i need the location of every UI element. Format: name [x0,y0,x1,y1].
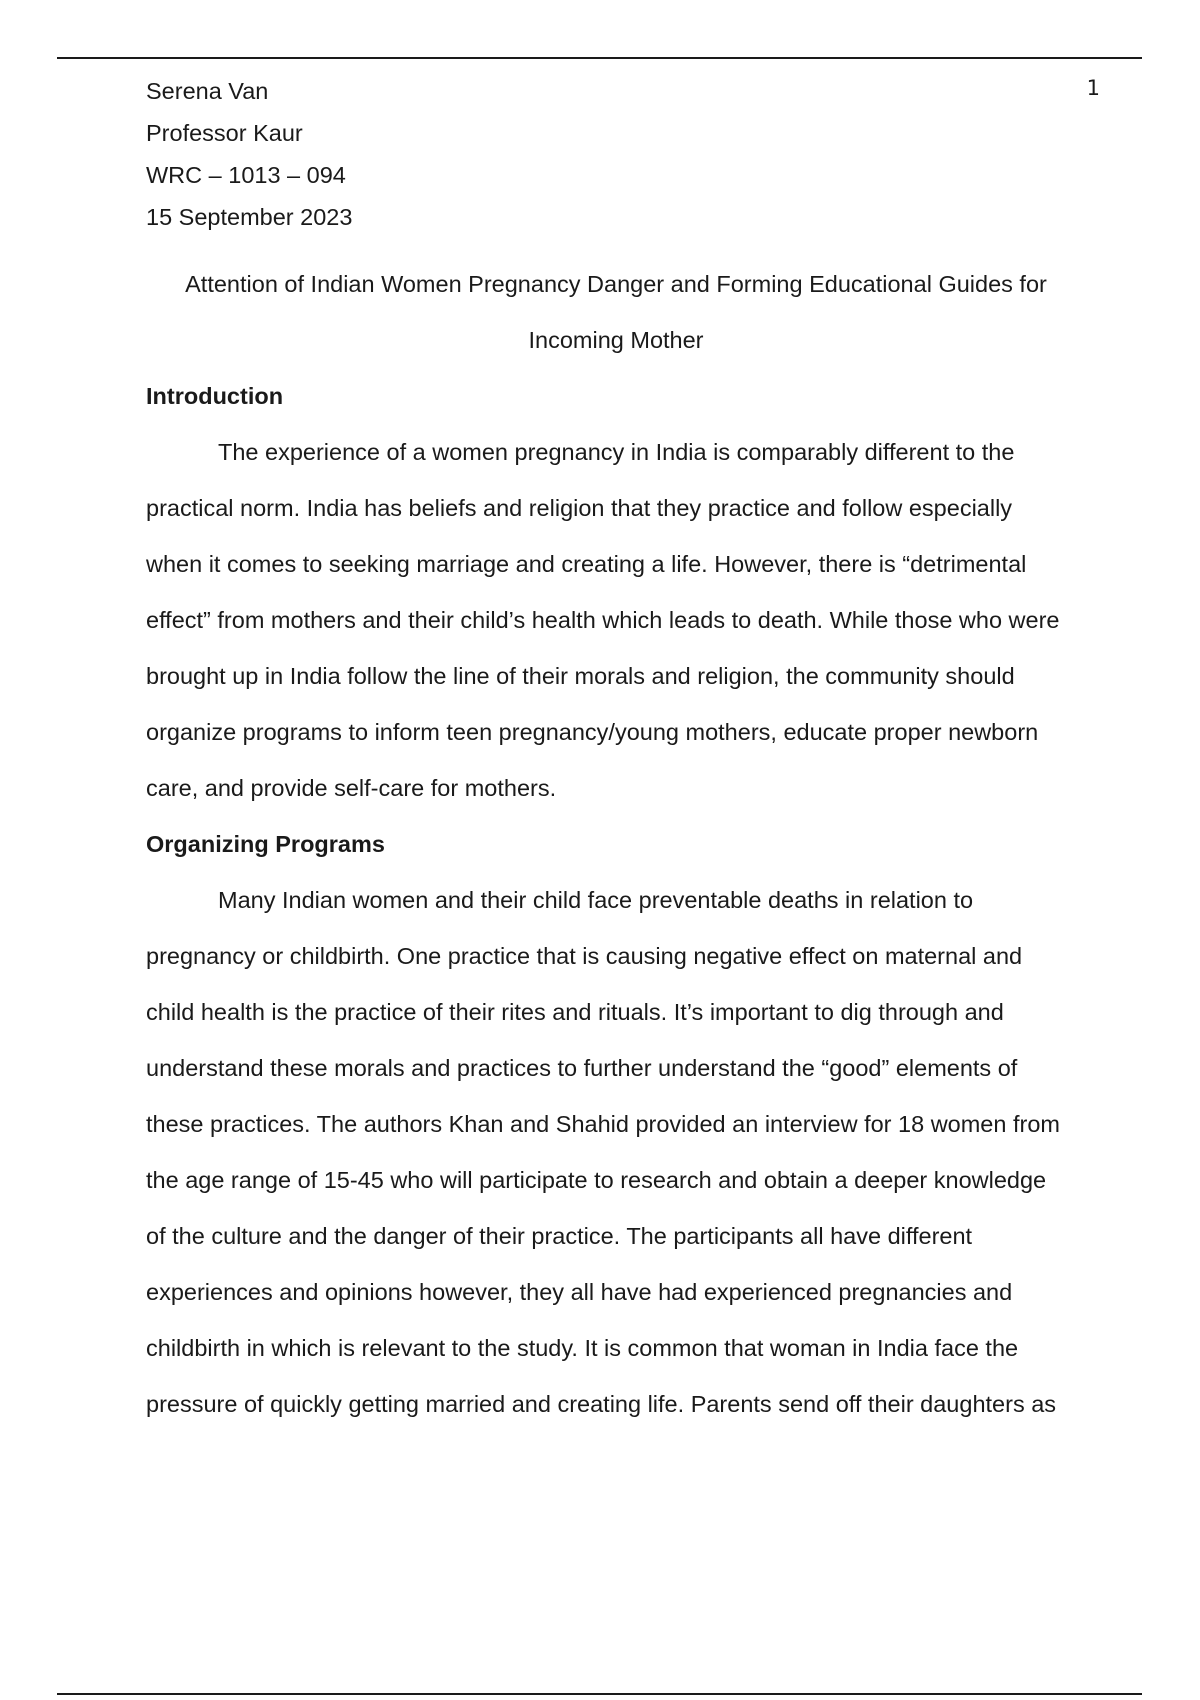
paragraph-line: Many Indian women and their child face preventable deaths in relation to [218,887,974,913]
title-line: Incoming Mother [528,327,704,353]
paragraph-line: practical norm. India has beliefs and religion that they practice and follow especially [146,495,1013,521]
paragraph-line: The experience of a women pregnancy in India is comparably different to the [218,439,1015,465]
bottom-page-border [57,1693,1142,1695]
paragraph-line: childbirth in which is relevant to the study. It is common that woman in India face the [146,1335,1019,1361]
document-title [146,256,1086,368]
course-code: WRC – 1013 – 094 [146,162,346,188]
section-heading-introduction: Introduction [146,383,284,409]
paragraph-line: effect” from mothers and their child’s health which leads to death. While those who were [146,607,1060,633]
organizing-programs-paragraph [146,872,1096,1432]
paragraph-line: understand these morals and practices to further understand the “good” elements of [146,1055,1018,1081]
paragraph-line: pregnancy or childbirth. One practice that is causing negative effect on maternal and [146,943,1023,969]
top-page-border [57,57,1142,59]
author-name: Serena Van [146,78,269,104]
introduction-paragraph [146,424,1096,816]
paragraph-line: of the culture and the danger of their practice. The participants all have different [146,1223,973,1249]
document-date: 15 September 2023 [146,204,353,230]
paragraph-line: when it comes to seeking marriage and creating a life. However, there is “detrimental [146,551,1027,577]
mla-heading [146,70,1096,238]
professor-name: Professor Kaur [146,120,303,146]
paragraph-line: care, and provide self-care for mothers. [146,775,557,801]
page-number: 1 [1086,76,1100,100]
section-heading-organizing-programs: Organizing Programs [146,831,385,857]
paragraph-line: organize programs to inform teen pregnancy/young mothers, educate proper newborn [146,719,1039,745]
paragraph-line: child health is the practice of their rites and rituals. It’s important to dig through and [146,999,1004,1025]
paragraph-line: these practices. The authors Khan and Shahid provided an interview for 18 women from [146,1111,1060,1137]
paragraph-line: brought up in India follow the line of their morals and religion, the community should [146,663,1015,689]
paragraph-line: experiences and opinions however, they all have had experienced pregnancies and [146,1279,1013,1305]
paragraph-line: the age range of 15-45 who will participate to research and obtain a deeper knowledge [146,1167,1047,1193]
paragraph-line: pressure of quickly getting married and creating life. Parents send off their daughters as [146,1391,1057,1417]
title-line: Attention of Indian Women Pregnancy Danger and Forming Educational Guides for [185,271,1047,297]
document-body [146,70,1096,1432]
